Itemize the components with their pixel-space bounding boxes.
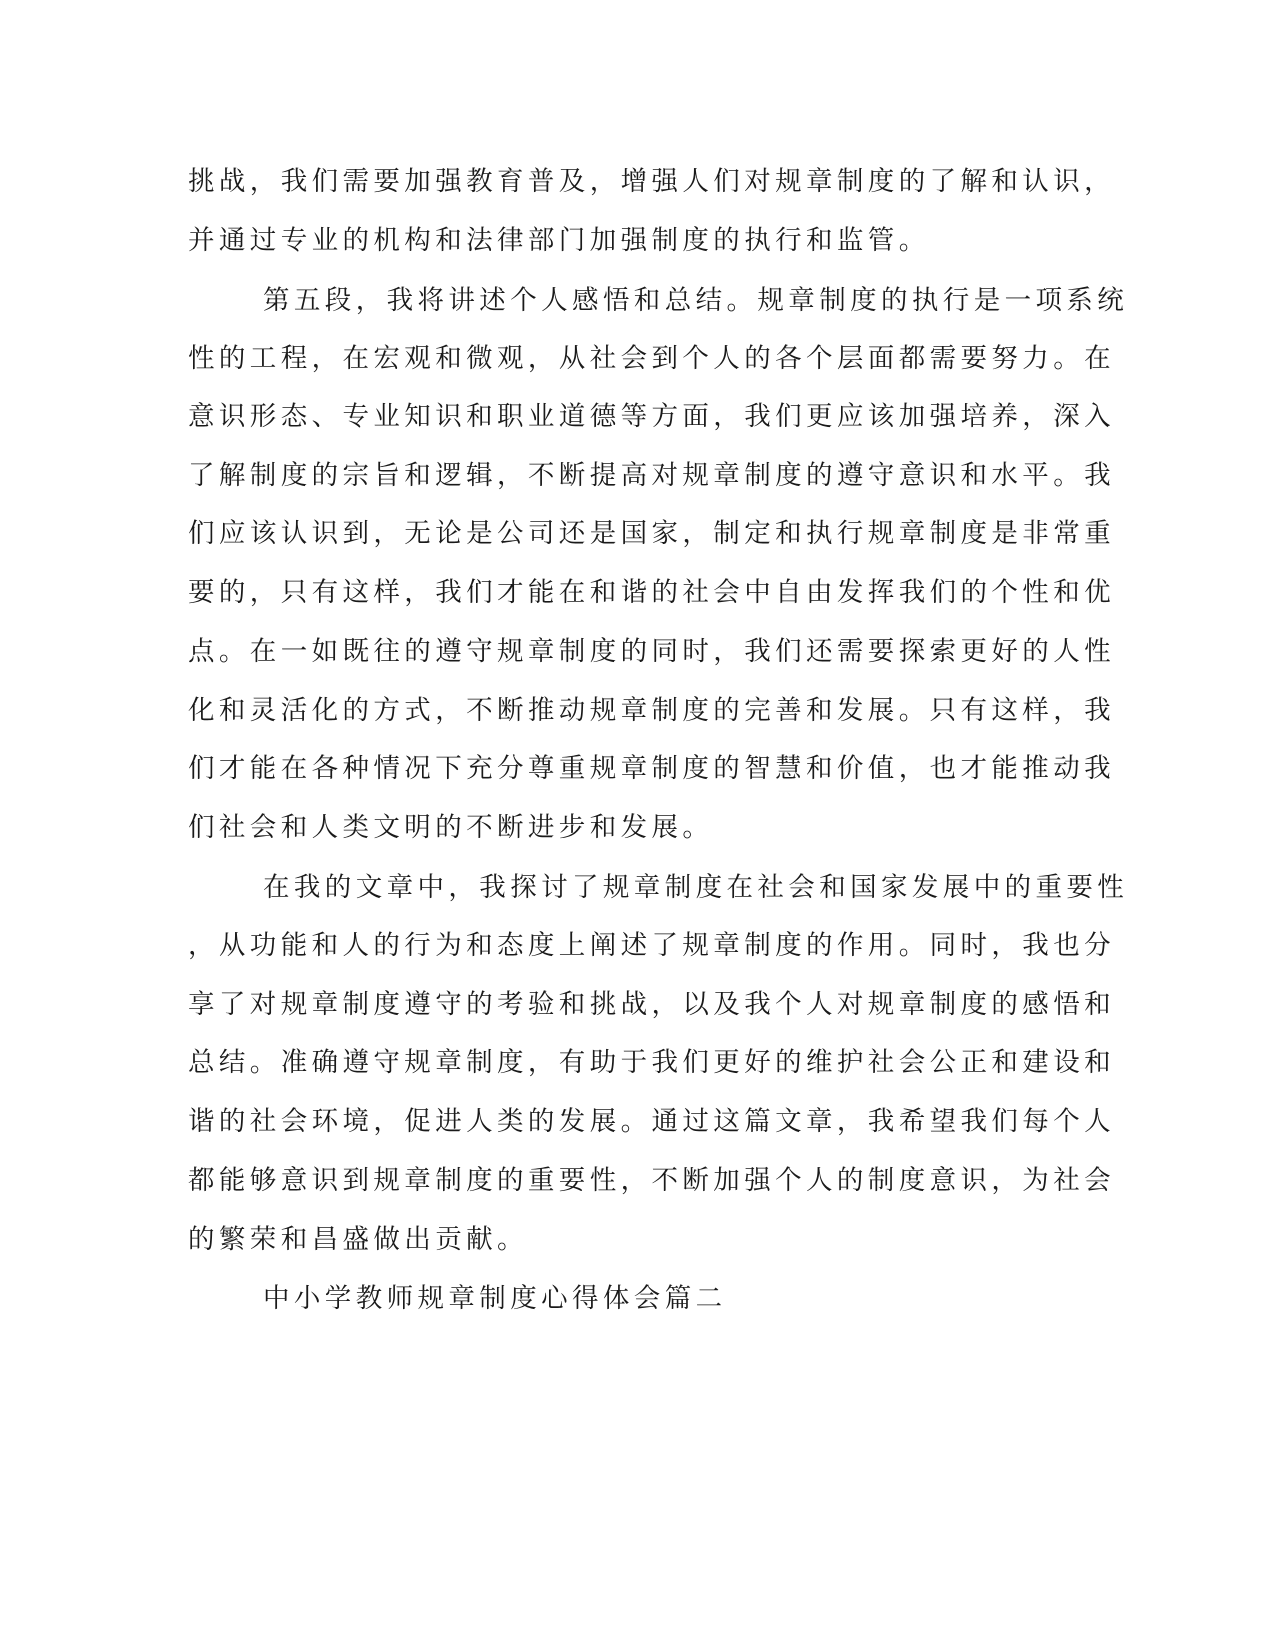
text-line: 了解制度的宗旨和逻辑，不断提高对规章制度的遵守意识和水平。我	[188, 460, 1115, 491]
paragraph-start-line: 第五段，我将讲述个人感悟和总结。规章制度的执行是一项系统	[263, 285, 1129, 316]
text-line: 总结。准确遵守规章制度，有助于我们更好的维护社会公正和建设和	[188, 1047, 1115, 1078]
paragraph-start-line: 在我的文章中，我探讨了规章制度在社会和国家发展中的重要性	[263, 872, 1129, 903]
text-line: 点。在一如既往的遵守规章制度的同时，我们还需要探索更好的人性	[188, 636, 1115, 667]
text-line: 性的工程，在宏观和微观，从社会到个人的各个层面都需要努力。在	[188, 343, 1115, 374]
text-line: 们才能在各种情况下充分尊重规章制度的智慧和价值，也才能推动我	[188, 753, 1115, 784]
text-line: 们社会和人类文明的不断进步和发展。	[188, 812, 714, 843]
text-line: 的繁荣和昌盛做出贡献。	[188, 1224, 528, 1255]
text-line: 谐的社会环境，促进人类的发展。通过这篇文章，我希望我们每个人	[188, 1106, 1115, 1137]
text-line: ，从功能和人的行为和态度上阐述了规章制度的作用。同时，我也分	[188, 930, 1115, 961]
text-line: 意识形态、专业知识和职业道德等方面，我们更应该加强培养，深入	[188, 401, 1115, 432]
text-line: 们应该认识到，无论是公司还是国家，制定和执行规章制度是非常重	[188, 518, 1115, 549]
text-line: 并通过专业的机构和法律部门加强制度的执行和监管。	[188, 225, 930, 256]
text-line: 享了对规章制度遵守的考验和挑战，以及我个人对规章制度的感悟和	[188, 989, 1115, 1020]
text-line: 化和灵活化的方式，不断推动规章制度的完善和发展。只有这样，我	[188, 695, 1115, 726]
text-line: 要的，只有这样，我们才能在和谐的社会中自由发挥我们的个性和优	[188, 577, 1115, 608]
text-line: 挑战，我们需要加强教育普及，增强人们对规章制度的了解和认识，	[188, 166, 1115, 197]
text-line: 都能够意识到规章制度的重要性，不断加强个人的制度意识，为社会	[188, 1165, 1115, 1196]
section-heading: 中小学教师规章制度心得体会篇二	[263, 1283, 727, 1314]
